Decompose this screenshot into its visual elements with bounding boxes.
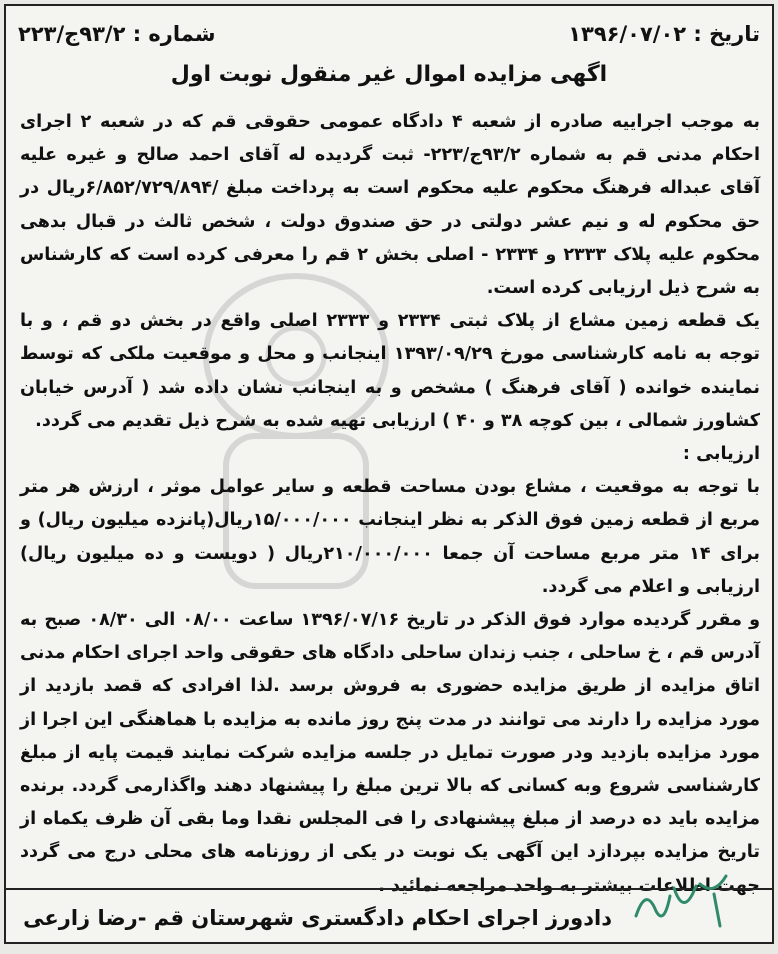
paragraph-auction-terms: و مقرر گردیده موارد فوق الذکر در تاریخ ۱۳۹۶/۰۷/۱۶ ساعت ۰۸/۰۰ الی ۰۸/۳۰ صبح به آدرس قم ، خ ساحلی ، جنب زندان ساحلی دادگاه های حقوقی واحد اجرای احکام مدنی اتاق مزایده از طریق مزایده حضوری به فروش برسد .لذا افرادی که قصد بازدید از مورد مزایده را دارند می توانند در مدت پنج روز مانده به مزایده با هماهنگی این اجرا از مورد مزایده بازدید ودر صورت تمایل در جلسه مزایده شرکت نمایند قیمت پایه از مبلغ کارشناسی شروع وبه کسانی که بالا ترین مبلغ را پیشنهاد دهند واگذارمی گردد. برنده مزایده باید ده درصد از مبلغ پیشنهادی را فی المجلس نقدا وما بقی آن ظرف یکماه از تاریخ مزایده بپردازد این آگهی یک نوبت در یکی از روزنامه های محلی درج می گردد جهت اطلاعات بیشتر به واحد مراجعه نمائید . — [20, 610, 761, 896]
paragraph-assessment: با توجه به موقعیت ، مشاع بودن مساحت قطعه و سایر عوامل موثر ، ارزش هر متر مربع از قطعه زمین فوق الذکر به نظر اینجانب ۱۵/۰۰۰/۰۰۰ریال(پانزده میلیون ریال) و برای ۱۴ متر مربع مساحت آن جمعا ۲۱۰/۰۰۰/۰۰۰ریال ( دویست و ده میلیون ریال) ارزیابی و اعلام می گردد. — [20, 477, 761, 597]
paragraph-assessment-heading: ارزیابی : — [682, 444, 760, 465]
notice-date: تاریخ : ۱۳۹۶/۰۷/۰۲ — [568, 22, 760, 46]
paragraph-property: یک قطعه زمین مشاع از پلاک ثبتی ۲۳۳۴ و ۲۳۳۳ اصلی واقع در بخش دو قم ، و با توجه به نامه کارشناسی مورخ ۱۳۹۳/۰۹/۲۹ اینجانب و محل و موقعیت ملکی که توسط نماینده خوانده ( آقای فرهنگ ) مشخص و به اینجانب نشان داده شد ( آدرس خیابان کشاورز شمالی ، بین کوچه ۳۸ و ۴۰ ) ارزیابی تهیه شده به شرح ذیل تقدیم می گردد. — [20, 311, 761, 431]
notice-body — [20, 106, 760, 903]
notice-page — [4, 4, 774, 944]
notice-number: شماره : ۹۳/۲ج/۲۲۳ — [18, 22, 216, 46]
notice-title: اگهی مزایده اموال غیر منقول نوبت اول — [170, 62, 608, 87]
handwritten-signature-icon — [626, 866, 736, 936]
footer-signature-line: دادورز اجرای احکام دادگستری شهرستان قم -رضا زارعی — [23, 906, 612, 930]
paragraph-intro: به موجب اجراییه صادره از شعبه ۴ دادگاه عمومی حقوقی قم که در شعبه ۲ اجرای احکام مدنی قم به شماره ۹۳/۲ج/۲۲۳- ثبت گردیده له آقای احمد صالح و غیره علیه آقای عبداله فرهنگ محکوم علیه محکوم است به پرداخت مبلغ /۶/۸۵۲/۷۲۹/۸۹۴ریال در حق محکوم له و نیم عشر دولتی در حق صندوق دولت ، شخص ثالث در قبال بدهی محکوم علیه پلاک ۲۳۳۳ و ۲۳۳۴ - اصلی بخش ۲ قم را معرفی کرده است که کارشناس به شرح ذیل ارزیابی کرده است. — [20, 112, 761, 299]
header-row — [18, 14, 760, 54]
